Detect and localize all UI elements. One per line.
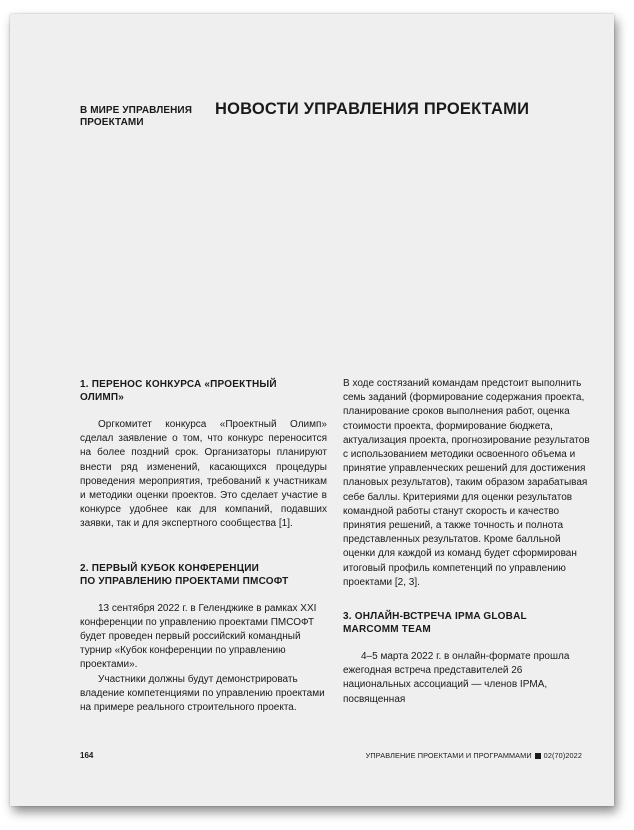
section-2-paragraph-2: Участники должны будут демонстрировать владение компетенциями по управлению проектами на примере реального строительного проекта.	[80, 673, 325, 714]
section-3-heading-line-2: MARCOMM TEAM	[343, 624, 431, 636]
page-number: 164	[80, 751, 94, 760]
rubric-line-1: В МИРЕ УПРАВЛЕНИЯ	[80, 105, 193, 116]
left-column	[80, 378, 327, 715]
rubric-line-2: ПРОЕКТАМИ	[80, 117, 144, 128]
section-1-heading-line-1: 1. ПЕРЕНОС КОНКУРСА «ПРОЕКТНЫЙ	[80, 379, 277, 390]
section-2-heading-line-2: ПО УПРАВЛЕНИЮ ПРОЕКТАМИ ПМСОФТ	[80, 575, 289, 587]
magazine-page	[10, 14, 614, 806]
journal-name: УПРАВЛЕНИЕ ПРОЕКТАМИ И ПРОГРАММАМИ	[365, 751, 532, 760]
journal-footer	[366, 751, 582, 760]
section-rubric	[80, 105, 192, 129]
section-2-paragraph-1: 13 сентября 2022 г. в Геленджике в рамках XXI конференции по управлению проектами ПМСОФТ будет проведен первый российский командный турнир «Кубок конференции по управлению проектами».	[80, 602, 317, 671]
right-column	[343, 377, 590, 707]
section-1-paragraph: Оргкомитет конкурса «Проектный Олимп» сделал заявление о том, что конкурс переносится на более поздний срок. Организаторы планируют внести ряд изменений, касающихся процедуры проведения мероприятия, требований к участникам и методики оценки проектов. Это сделает участие в конкурсе удобнее как для компаний, подавших заявки, так и для экспертного сообщества [1].	[80, 419, 327, 530]
section-3-heading-line-1: 3. ОНЛАЙН-ВСТРЕЧА IPMA GLOBAL	[343, 611, 527, 623]
section-3-heading	[343, 610, 590, 636]
square-separator-icon	[535, 753, 541, 759]
section-1-heading	[80, 378, 327, 404]
section-3-paragraph: 4–5 марта 2022 г. в онлайн-формате прошла ежегодная встреча представителей 26 национальных ассоциаций — членов IPMA, посвященная	[343, 651, 570, 705]
section-1-heading-line-2: ОЛИМП»	[80, 392, 125, 403]
section-2-heading	[80, 562, 327, 588]
journal-issue: 02(70)2022	[543, 751, 582, 760]
page-title: НОВОСТИ УПРАВЛЕНИЯ ПРОЕКТАМИ	[215, 100, 530, 118]
section-2-paragraph-3: В ходе состязаний командам предстоит выполнить семь заданий (формирование содержания проекта, планирование сроков выполнения работ, оценка стоимости проекта, формирование бюджета, актуализация проекта, прогнозирование результатов с использованием методики освоенного объема и принятие управленческих решений для достижения плановых результатов), таким образом зарабатывая себе баллы. Критериями для оценки результатов командной работы станут скорость и качество принятия решений, а также точность и полнота представленных результатов. Кроме балльной оценки для каждой из команд будет сформирован итоговый профиль компетенций по управлению проектами [2, 3].	[343, 378, 590, 588]
section-2-heading-line-1: 2. ПЕРВЫЙ КУБОК КОНФЕРЕНЦИИ	[80, 562, 259, 574]
